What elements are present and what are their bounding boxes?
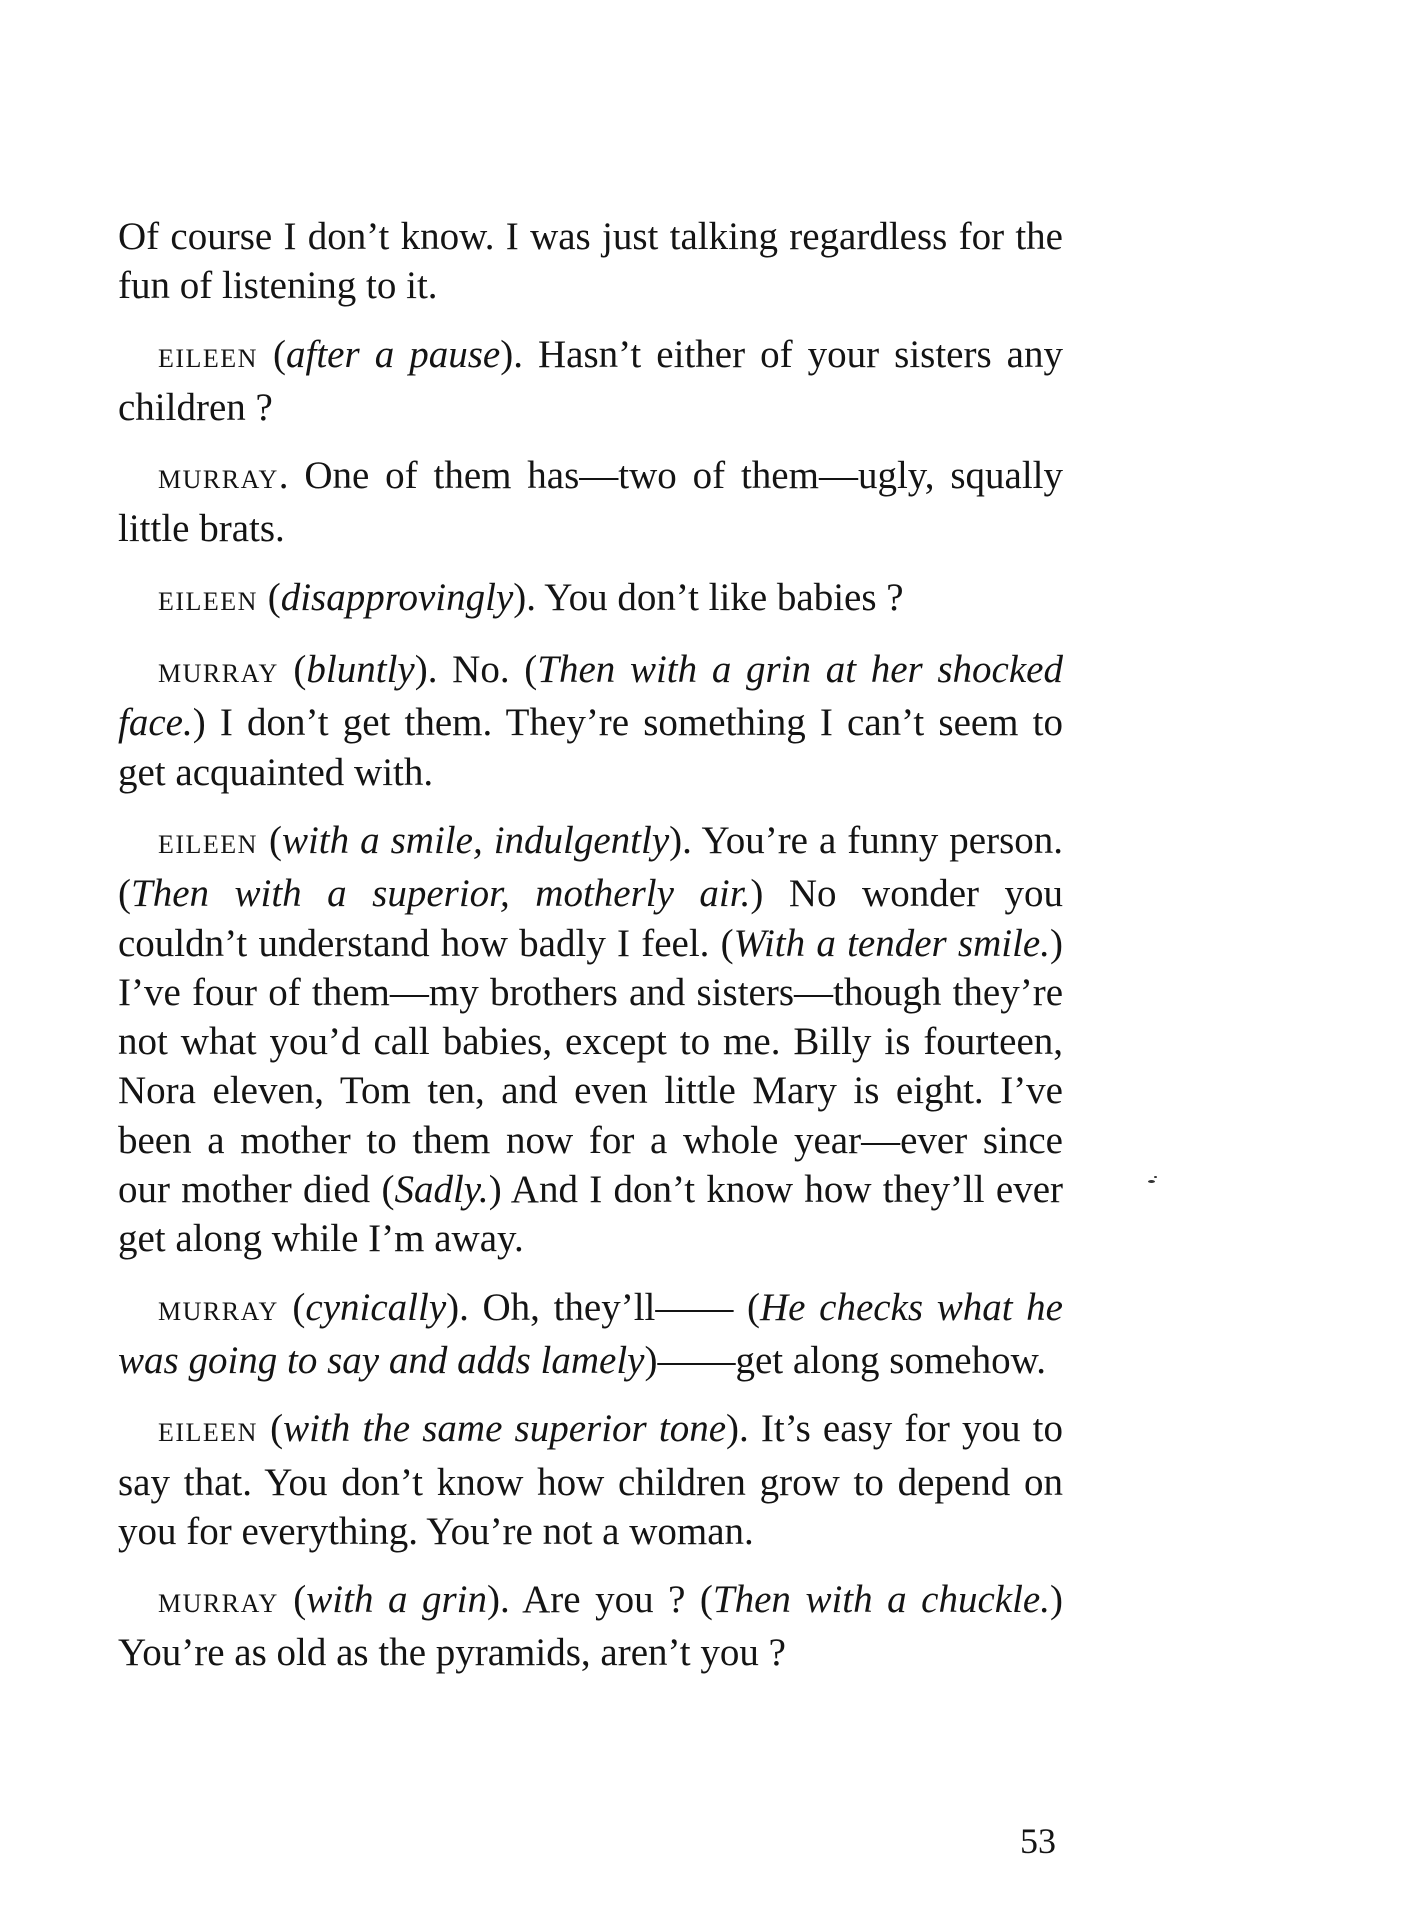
stage-direction: disapprovingly	[280, 575, 514, 619]
dialogue-text: (	[278, 1285, 306, 1329]
stage-direction: With a tender smile.	[733, 921, 1050, 965]
dialogue-paragraph	[118, 1404, 1063, 1556]
speaker-name: EILEEN	[158, 586, 258, 616]
speaker-name: MURRAY	[158, 659, 279, 689]
dialogue-text: ) I don’t get them. They’re something I can’t seem to get acquainted with.	[118, 701, 1063, 794]
dialogue-text: ). You don’t like babies ?	[513, 575, 904, 619]
dialogue-paragraph	[118, 1283, 1063, 1386]
dialogue-paragraph	[118, 330, 1063, 433]
dialogue-text: ). Are you ? (	[487, 1578, 713, 1622]
dialogue-text: (	[257, 818, 282, 862]
dialogue-text: ) No wonder you couldn’t understand how badly I feel. (	[118, 872, 1063, 965]
stage-direction: after a pause	[286, 332, 501, 376]
stage-direction: Sadly.	[394, 1168, 489, 1212]
dialogue-text: (	[278, 1578, 307, 1622]
speaker-name: MURRAY	[158, 465, 279, 495]
stage-direction: cynically	[305, 1285, 447, 1329]
dialogue-text: ) I’ve four of them—my brothers and sisters—though they’re not what you’d call babies, except to me. Billy is fourteen, Nora eleven, Tom ten, and even little Mary is eight. I’ve been a mother to them now for a whole year—ever since our mother died (	[118, 921, 1063, 1212]
page-number: 53	[1020, 1821, 1056, 1861]
speaker-name: MURRAY	[158, 1296, 279, 1326]
dialogue-text: ). You’re a funny person. (	[118, 818, 1063, 916]
dialogue-paragraph	[118, 1575, 1063, 1678]
dialogue-text: (	[278, 648, 307, 692]
stage-direction: Then with a chuckle.	[712, 1578, 1050, 1622]
dialogue-text: ). Oh, they’ll—— (	[446, 1285, 761, 1329]
speaker-name: EILEEN	[158, 1418, 258, 1448]
dialogue-text: (	[257, 332, 286, 376]
dialogue-paragraph	[118, 645, 1063, 797]
stage-direction: with a grin	[306, 1578, 487, 1622]
dialogue-paragraph	[118, 451, 1063, 554]
dialogue-text: (	[257, 1407, 284, 1451]
stage-direction: Then with a superior, motherly air.	[131, 872, 751, 916]
continued-speech	[118, 212, 1063, 311]
dialogue-text: ). No. (	[414, 648, 538, 692]
speaker-name: EILEEN	[158, 829, 258, 859]
dialogue-paragraph	[118, 573, 1063, 626]
speaker-name: MURRAY	[158, 1589, 279, 1619]
dialogue-text: ). Hasn’t either of your sisters any children ?	[118, 332, 1063, 429]
dialogue-text: Of course I don’t know. I was just talking regardless for the fun of listening to it.	[118, 215, 1063, 308]
dialogue-text: . One of them has—two of them—ugly, squally little brats.	[118, 454, 1063, 551]
dialogue-text: ) And I don’t know how they’ll ever get along while I’m away.	[118, 1168, 1063, 1261]
stage-direction: He checks what he was going to say and adds lamely	[118, 1285, 1063, 1382]
stage-direction: with a smile, indulgently	[281, 818, 670, 862]
dialogue-text: )——get along somehow.	[644, 1338, 1046, 1382]
paper-speck	[1148, 1180, 1155, 1183]
dialogue-paragraph	[118, 816, 1063, 1264]
stage-direction: bluntly	[306, 648, 415, 692]
stage-direction: with the same superior tone	[283, 1407, 727, 1451]
dialogue-text: (	[257, 575, 281, 619]
paper-speck	[1154, 1176, 1157, 1178]
play-text-body	[118, 212, 1063, 1697]
dialogue-text: ). It’s easy for you to say that. You don’t know how children grow to depend on you for everything. You’re not a woman.	[118, 1407, 1063, 1553]
stage-direction: Then with a grin at her shocked face.	[118, 648, 1063, 745]
dialogue-text: ) You’re as old as the pyramids, aren’t you ?	[118, 1578, 1063, 1675]
speaker-name: EILEEN	[158, 343, 258, 373]
